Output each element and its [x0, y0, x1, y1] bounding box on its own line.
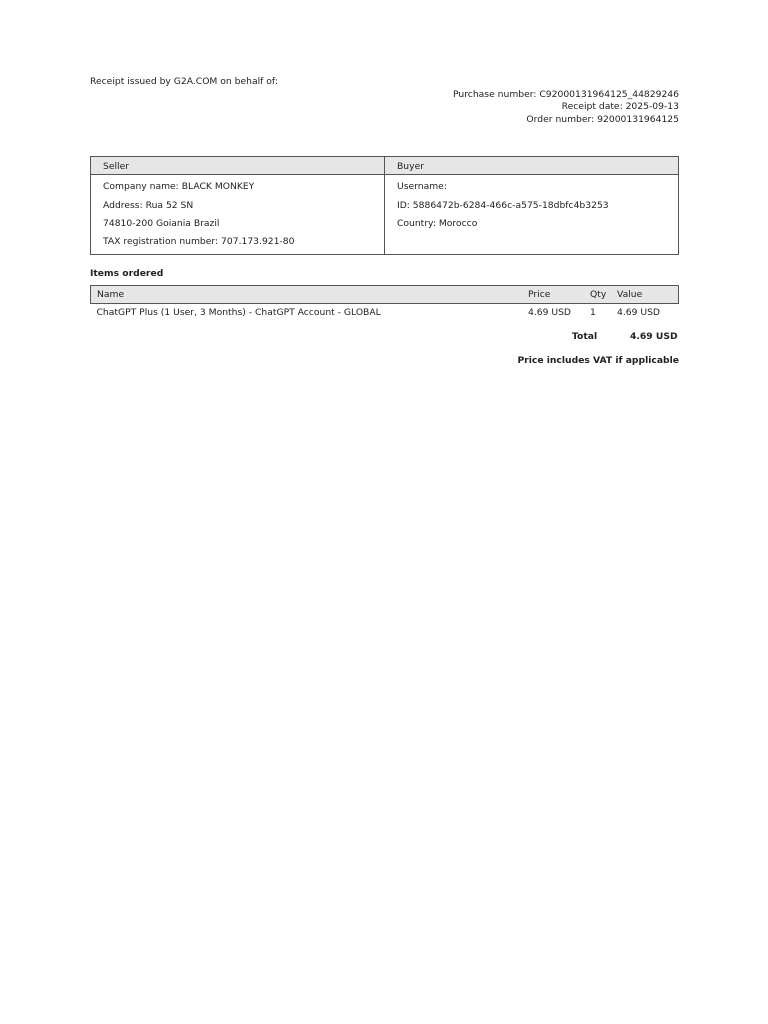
total-value: 4.69 USD — [630, 331, 678, 343]
seller-company-name: Company name: BLACK MONKEY — [103, 181, 255, 193]
seller-city: 74810-200 Goiania Brazil — [103, 217, 220, 229]
items-header-row — [91, 286, 679, 304]
receipt-date: Receipt date: 2025-09-13 — [561, 101, 679, 113]
seller-heading: Seller — [91, 157, 384, 175]
item-qty: 1 — [590, 307, 596, 319]
seller-buyer-box — [90, 156, 679, 255]
items-table — [90, 285, 679, 321]
buyer-id: ID: 5886472b-6284-466c-a575-18dbfc4b3253 — [397, 199, 609, 211]
seller-tax-registration: TAX registration number: 707.173.921-80 — [103, 236, 295, 248]
seller-details — [91, 175, 384, 254]
seller-address: Address: Rua 52 SN — [103, 199, 194, 211]
column-header-price: Price — [528, 286, 590, 304]
buyer-details — [385, 175, 678, 236]
seller-column — [91, 157, 384, 254]
column-header-value: Value — [617, 286, 679, 304]
buyer-username: Username: — [397, 181, 447, 193]
receipt-meta — [90, 89, 679, 126]
total-row — [90, 331, 679, 343]
item-name: ChatGPT Plus (1 User, 3 Months) - ChatGPT Account - GLOBAL — [96, 307, 381, 319]
total-label: Total — [572, 331, 598, 343]
buyer-country: Country: Morocco — [397, 217, 478, 229]
items-ordered-title: Items ordered — [90, 268, 164, 280]
table-row — [91, 304, 679, 322]
receipt-page — [90, 76, 679, 367]
order-number: Order number: 92000131964125 — [526, 113, 679, 125]
vat-note: Price includes VAT if applicable — [517, 355, 679, 367]
issued-by-text: Receipt issued by G2A.COM on behalf of: — [90, 76, 278, 87]
buyer-column — [384, 157, 678, 254]
column-header-qty: Qty — [590, 286, 617, 304]
column-header-name: Name — [91, 286, 529, 304]
purchase-number: Purchase number: C92000131964125_44829246 — [453, 89, 679, 100]
item-price: 4.69 USD — [528, 307, 572, 319]
item-value: 4.69 USD — [617, 307, 661, 319]
buyer-heading: Buyer — [385, 157, 678, 175]
